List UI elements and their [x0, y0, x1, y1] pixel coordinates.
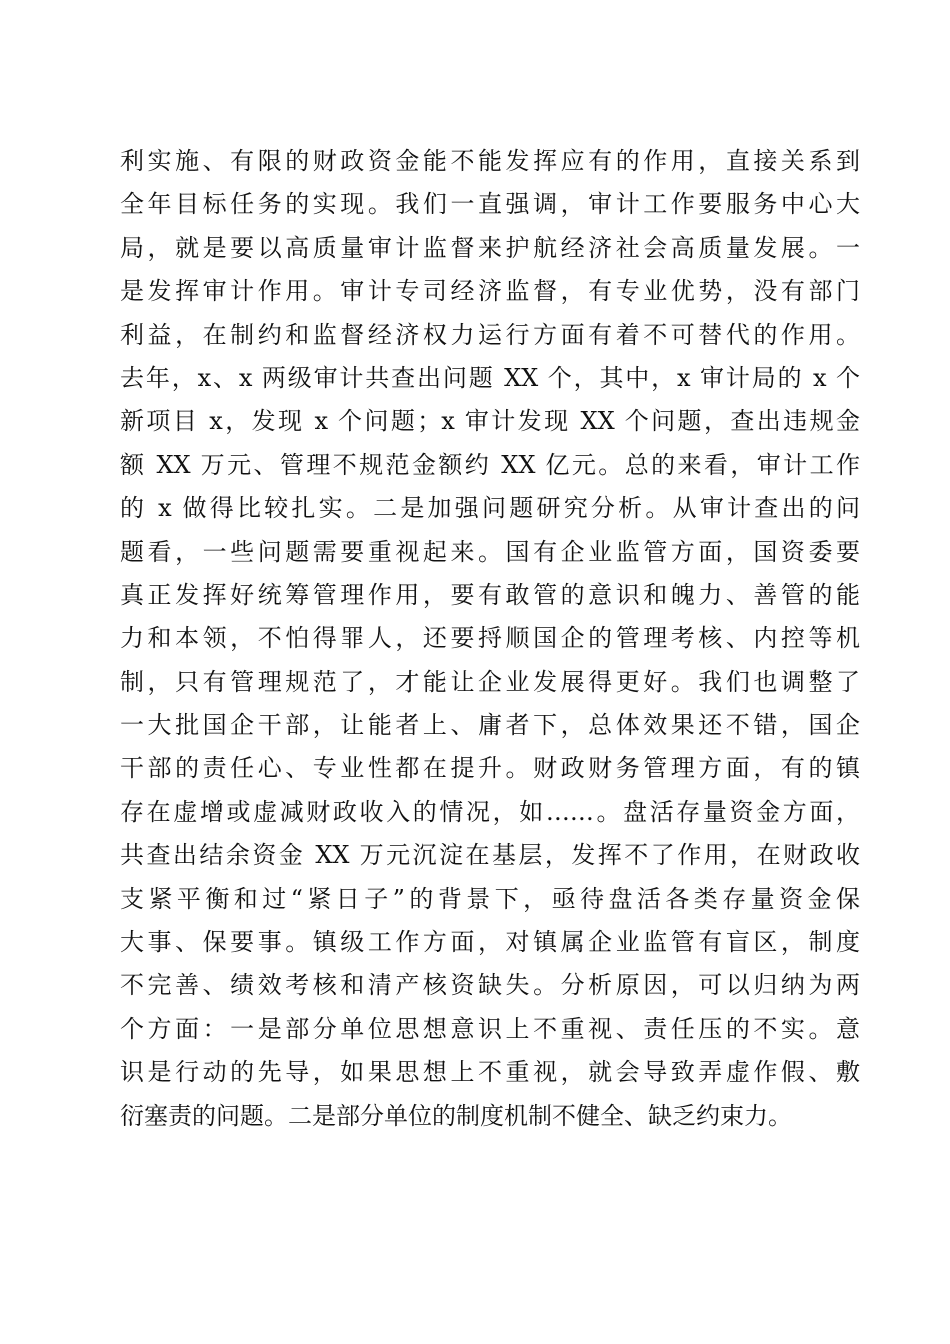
text-line: 全年目标任务的实现。我们一直强调，审计工作要服务中心大	[120, 190, 860, 219]
body-paragraph	[120, 140, 860, 1138]
text-line: 支紧平衡和过“紧日子”的背景下，亟待盘活各类存量资金保	[120, 884, 860, 913]
text-line: 共查出结余资金 XX 万元沉淀在基层，发挥不了作用，在财政收	[120, 841, 860, 870]
text-line: 大事、保要事。镇级工作方面，对镇属企业监管有盲区，制度	[120, 928, 860, 957]
text-line: 的 x 做得比较扎实。二是加强问题研究分析。从审计查出的问	[120, 494, 860, 523]
text-line: 是发挥审计作用。审计专司经济监督，有专业优势，没有部门	[120, 277, 860, 306]
text-line: 一大批国企干部，让能者上、庸者下，总体效果还不错，国企	[120, 711, 860, 740]
text-line: 个方面：一是部分单位思想意识上不重视、责任压的不实。意	[120, 1014, 860, 1043]
text-line: 衍塞责的问题。二是部分单位的制度机制不健全、缺乏约束力。	[120, 1101, 792, 1130]
text-line: 利益，在制约和监督经济权力运行方面有着不可替代的作用。	[120, 320, 860, 349]
text-line: 不完善、绩效考核和清产核资缺失。分析原因，可以归纳为两	[120, 971, 860, 1000]
text-line: 额 XX 万元、管理不规范金额约 XX 亿元。总的来看，审计工作	[120, 450, 860, 479]
text-line: 存在虚增或虚减财政收入的情况，如……。盘活存量资金方面，	[120, 797, 860, 826]
text-line: 新项目 x，发现 x 个问题；x 审计发现 XX 个问题，查出违规金	[120, 407, 860, 436]
text-line: 局，就是要以高质量审计监督来护航经济社会高质量发展。一	[120, 233, 860, 262]
text-line: 真正发挥好统筹管理作用，要有敢管的意识和魄力、善管的能	[120, 580, 860, 609]
text-line: 去年，x、x 两级审计共查出问题 XX 个，其中，x 审计局的 x 个	[120, 363, 860, 392]
text-line: 制，只有管理规范了，才能让企业发展得更好。我们也调整了	[120, 667, 860, 696]
text-line: 题看，一些问题需要重视起来。国有企业监管方面，国资委要	[120, 537, 860, 566]
text-line: 力和本领，不怕得罪人，还要捋顺国企的管理考核、内控等机	[120, 624, 860, 653]
text-line: 识是行动的先导，如果思想上不重视，就会导致弄虚作假、敷	[120, 1058, 860, 1087]
text-line: 利实施、有限的财政资金能不能发挥应有的作用，直接关系到	[120, 147, 860, 175]
text-line: 干部的责任心、专业性都在提升。财政财务管理方面，有的镇	[120, 754, 860, 783]
